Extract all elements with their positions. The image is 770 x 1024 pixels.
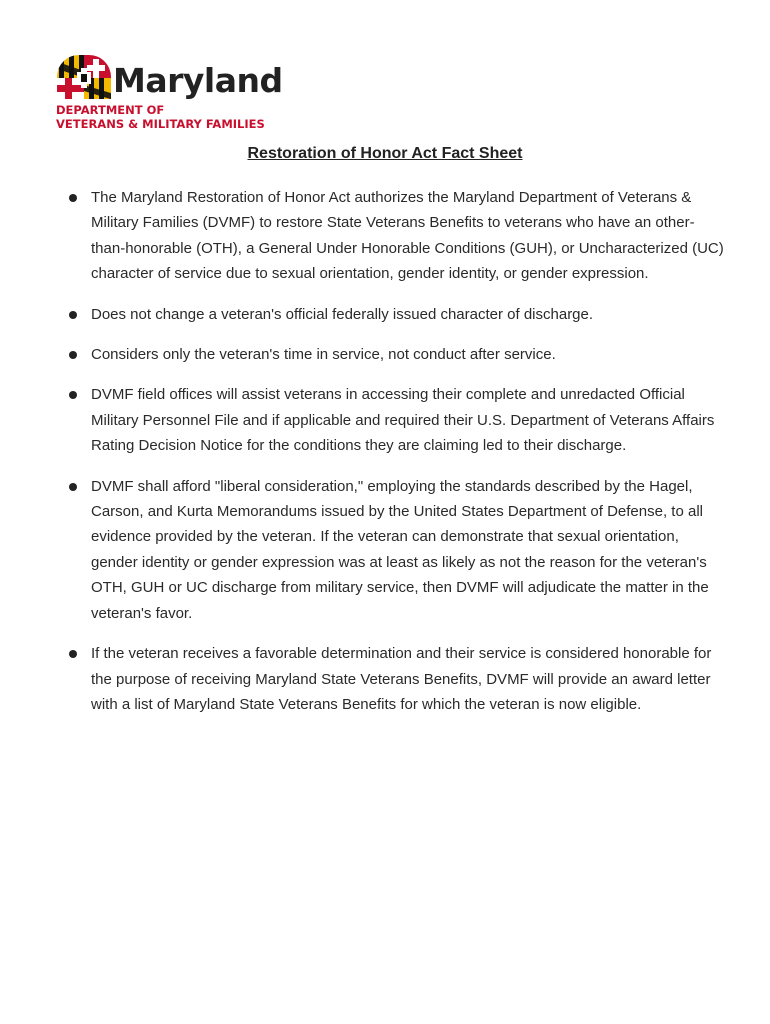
- fact-text: DVMF shall afford "liberal consideration," employing the standards described by the Hagel, Carson, and Kurta Memorandums issued by the United States Department of Defense, to all evidence provided by the veteran. If the veteran can demonstrate that sexual orientation, gender identity or gender expression was at least as likely as not the reason for the veteran's OTH, GUH or UC discharge from military service, then DVMF will adjudicate the matter in the veteran's favor.: [91, 477, 709, 622]
- dvmf-logo: [55, 55, 295, 133]
- fact-text: If the veteran receives a favorable determination and their service is considered honorable for the purpose of receiving Maryland State Veterans Benefits, DVMF will provide an award letter with a list of Maryland State Veterans Benefits for which the veteran is now eligible.: [91, 645, 712, 713]
- logo-department-line-2: VETERANS & MILITARY FAMILIES: [56, 117, 265, 131]
- logo-department-line-1: DEPARTMENT OF: [56, 103, 165, 117]
- bullet-icon: [69, 650, 77, 658]
- fact-text: The Maryland Restoration of Honor Act authorizes the Maryland Department of Veterans & Military Families (DVMF) to restore State Veterans Benefits to veterans who have an other-than-honorable (OTH), a General Under Honorable Conditions (GUH), or Uncharacterized (UC) character of service due to sexual orientation, gender identity, or gender expression.: [91, 189, 724, 283]
- bullet-icon: [69, 351, 77, 359]
- fact-item: [68, 474, 728, 626]
- fact-text: Does not change a veteran's official federally issued character of discharge.: [91, 305, 594, 323]
- bullet-icon: [69, 311, 77, 319]
- bullet-icon: [69, 483, 77, 491]
- fact-item: [68, 342, 728, 367]
- fact-item: [68, 302, 728, 327]
- bullet-icon: [69, 194, 77, 202]
- logo-department-name: [56, 103, 265, 131]
- fact-item: [68, 641, 728, 717]
- maryland-flag-icon: [55, 55, 117, 101]
- fact-item: [68, 185, 728, 287]
- bullet-icon: [69, 391, 77, 399]
- fact-text: Considers only the veteran's time in service, not conduct after service.: [91, 346, 556, 364]
- document-title: Restoration of Honor Act Fact Sheet: [247, 145, 523, 162]
- logo-wordmark: Maryland: [113, 61, 283, 100]
- fact-text: DVMF field offices will assist veterans in accessing their complete and unredacted Official Military Personnel File and if applicable and required their U.S. Department of Veterans Affairs Rating Decision Notice for the conditions they are claiming led to their discharge.: [91, 386, 715, 455]
- fact-list: [68, 185, 728, 732]
- fact-item: [68, 382, 728, 458]
